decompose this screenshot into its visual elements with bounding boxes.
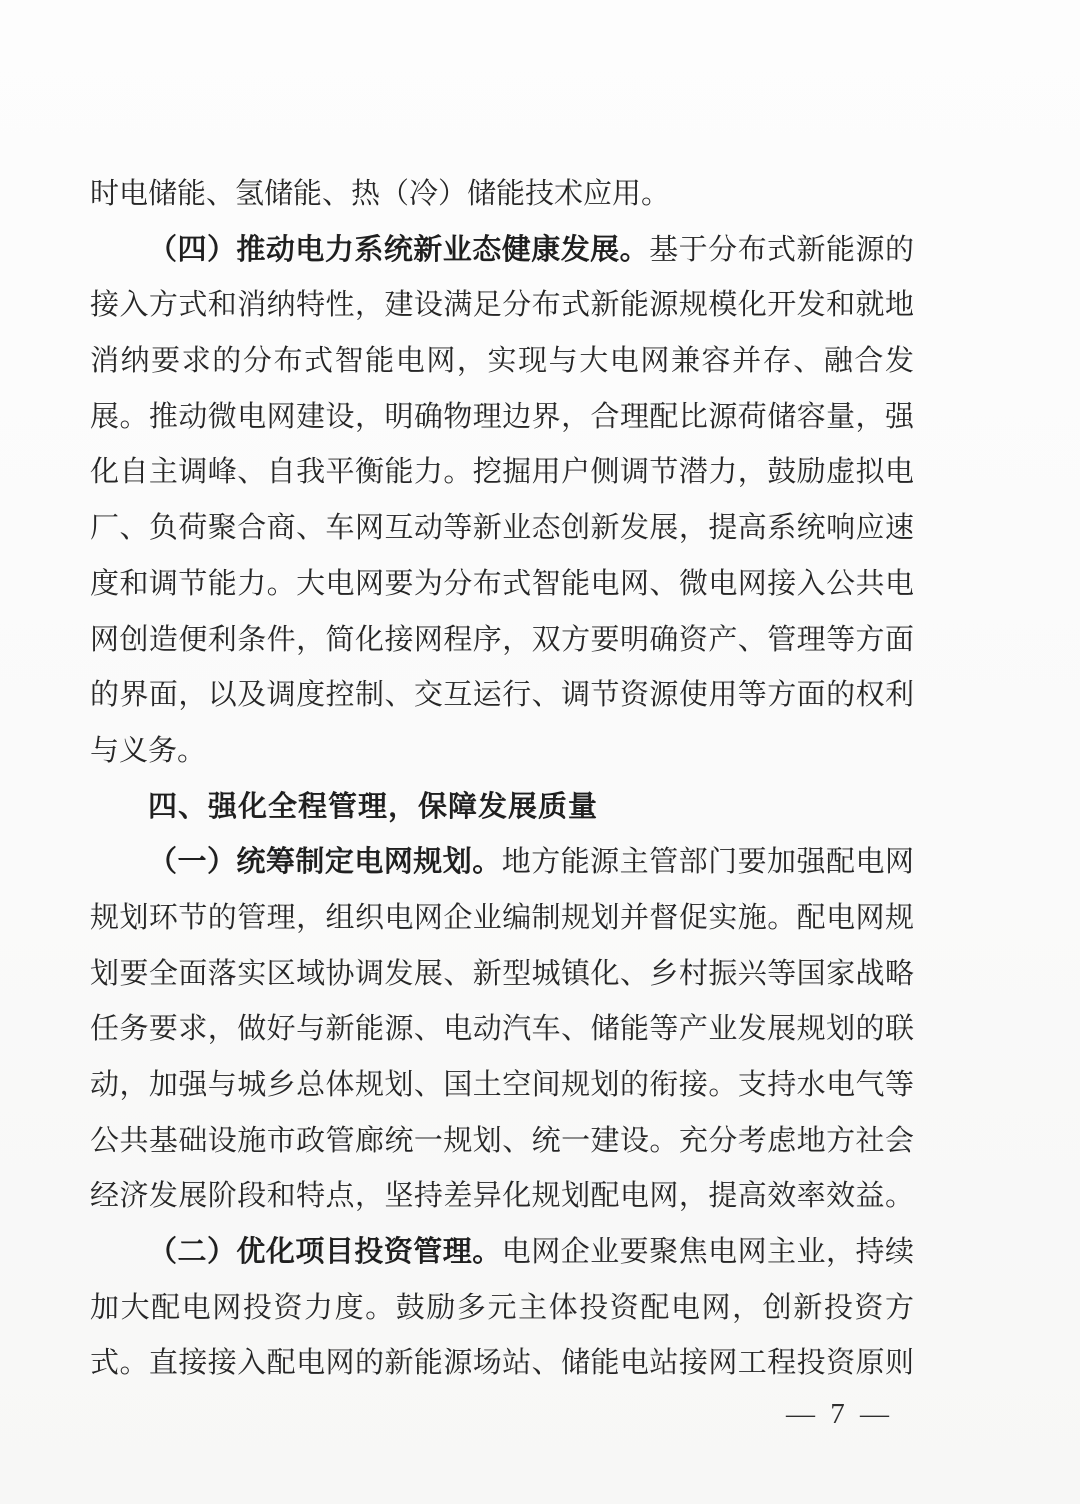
section-heading	[90, 780, 914, 836]
paragraph-lead: （二）优化项目投资管理。	[148, 1236, 502, 1269]
line-text: 基于分布式新能源的	[649, 233, 914, 266]
line-text: 规划环节的管理，组织电网企业编制规划并督促实施。配电网规	[90, 901, 914, 934]
document-line	[90, 390, 914, 446]
paragraph-lead: （一）统筹制定电网规划。	[148, 846, 502, 879]
document-line	[90, 445, 914, 501]
line-text: 接入方式和消纳特性，建设满足分布式新能源规模化开发和就地	[90, 289, 914, 322]
paragraph-lead: （四）推动电力系统新业态健康发展。	[148, 233, 650, 266]
document-line	[90, 557, 914, 613]
line-text: 加大配电网投资力度。鼓励多元主体投资配电网，创新投资方	[90, 1291, 914, 1324]
document-line	[90, 947, 914, 1003]
document-line	[90, 223, 914, 279]
document-line	[90, 891, 914, 947]
line-text: 动，加强与城乡总体规划、国土空间规划的衔接。支持水电气等	[90, 1069, 914, 1101]
line-text: 网创造便利条件，简化接网程序，双方要明确资产、管理等方面	[90, 623, 914, 656]
document-line	[90, 668, 914, 724]
document-line	[90, 1225, 914, 1281]
line-text: 电网企业要聚焦电网主业，持续	[501, 1236, 914, 1269]
document-line	[90, 1169, 914, 1225]
document-text-block	[90, 167, 914, 1392]
document-line	[90, 334, 914, 390]
document-line	[90, 1114, 914, 1170]
line-text: 四、强化全程管理，保障发展质量	[148, 790, 599, 823]
line-text: 的界面，以及调度控制、交互运行、调节资源使用等方面的权利	[90, 679, 914, 712]
line-text: 地方能源主管部门要加强配电网	[501, 846, 914, 879]
line-text: 式。直接接入配电网的新能源场站、储能电站接网工程投资原则	[90, 1347, 914, 1380]
line-text: 度和调节能力。大电网要为分布式智能电网、微电网接入公共电	[90, 567, 914, 600]
document-line	[90, 1281, 914, 1337]
page-number: — 7 —	[786, 1398, 893, 1430]
document-line	[90, 613, 914, 669]
line-text: 与义务。	[90, 734, 207, 767]
document-line	[90, 724, 914, 780]
line-text: 化自主调峰、自我平衡能力。挖掘用户侧调节潜力，鼓励虚拟电	[90, 456, 914, 489]
line-text: 公共基础设施市政管廊统一规划、统一建设。充分考虑地方社会	[90, 1124, 914, 1157]
document-line	[90, 1336, 914, 1392]
document-line	[90, 1058, 914, 1114]
line-text: 时电储能、氢储能、热（冷）储能技术应用。	[90, 178, 671, 210]
document-line	[90, 278, 914, 334]
line-text: 消纳要求的分布式智能电网，实现与大电网兼容并存、融合发	[90, 345, 914, 378]
document-line	[90, 501, 914, 557]
line-text: 经济发展阶段和特点，坚持差异化规划配电网，提高效率效益。	[90, 1180, 914, 1213]
line-text: 展。推动微电网建设，明确物理边界，合理配比源荷储容量，强	[90, 400, 914, 433]
line-text: 任务要求，做好与新能源、电动汽车、储能等产业发展规划的联	[90, 1013, 914, 1046]
document-line	[90, 167, 914, 223]
document-line	[90, 1002, 914, 1058]
line-text: 划要全面落实区域协调发展、新型城镇化、乡村振兴等国家战略	[90, 957, 914, 990]
document-line	[90, 835, 914, 891]
line-text: 厂、负荷聚合商、车网互动等新业态创新发展，提高系统响应速	[90, 512, 914, 545]
